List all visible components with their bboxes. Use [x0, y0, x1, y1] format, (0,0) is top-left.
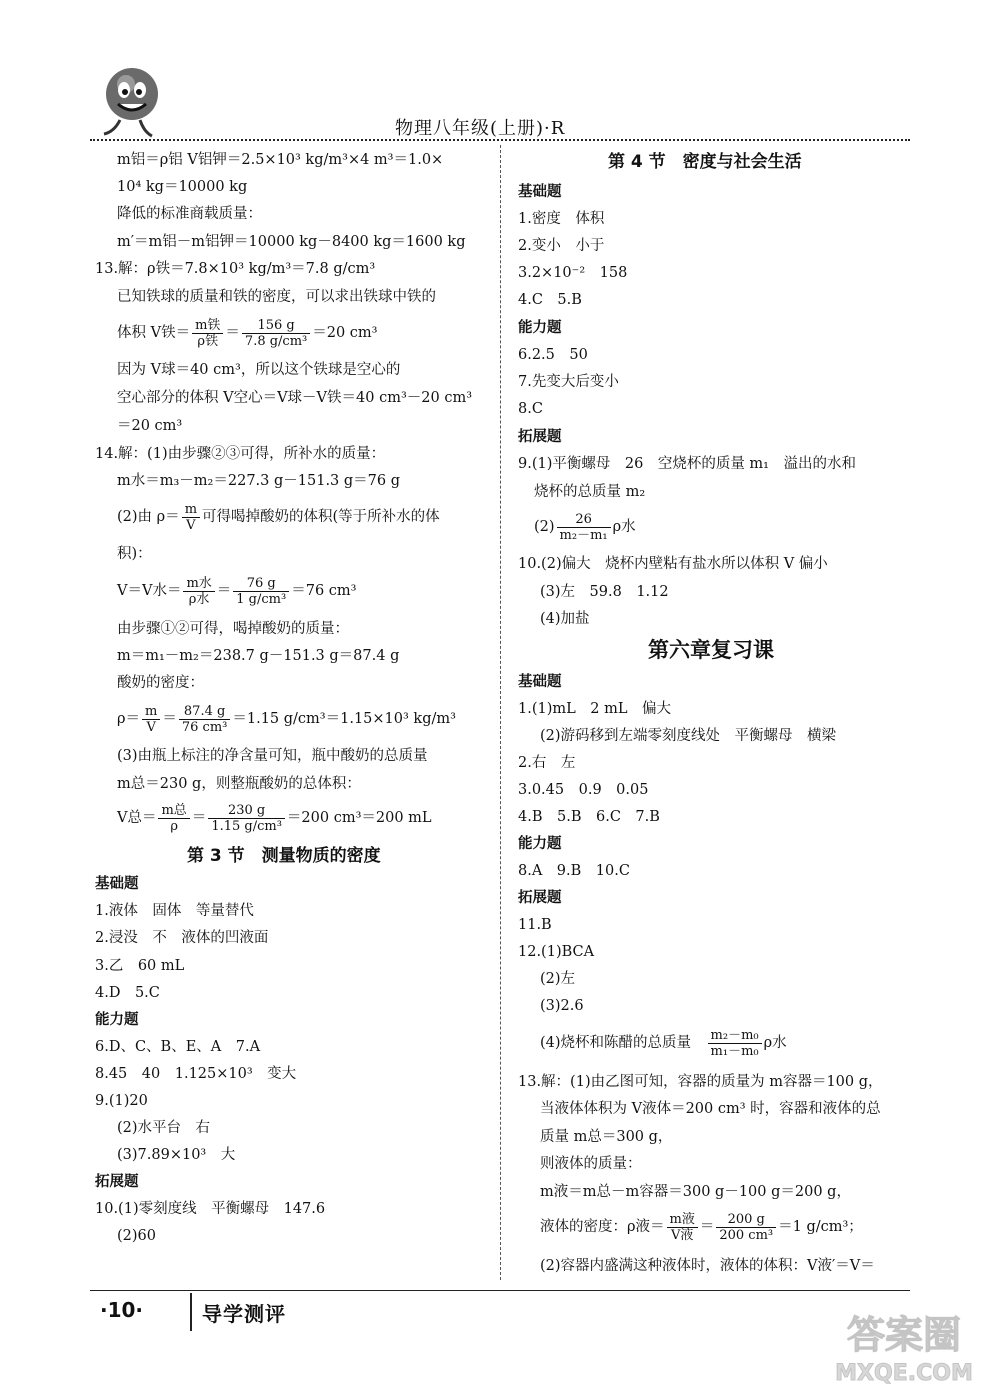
fraction: $\frac{26}{\text{m₂－m₁}}$ — [557, 512, 611, 543]
category-label: 拓展题 — [518, 429, 562, 445]
text-line: 已知铁球的质量和铁的密度，可以求出铁球中铁的 — [117, 289, 436, 305]
formula-line: ρ＝ $\frac{m}{V}$ ＝ $\frac{87.4 g}{\text{76 cm³}}$ ＝1.15 g/cm³＝1.15×10³ kg/m³ — [117, 703, 456, 735]
category-label: 能力题 — [95, 1012, 139, 1028]
category-label: 基础题 — [95, 876, 139, 892]
answer-line: (4)加盐 — [540, 611, 590, 627]
category-label: 基础题 — [518, 674, 562, 690]
answer-line: (2)左 — [540, 971, 576, 987]
fraction: $\frac{200 g}{\text{200 cm³}}$ — [716, 1212, 776, 1243]
answer-line: 1.密度 体积 — [518, 211, 605, 227]
answer-line: 2.右 左 — [518, 755, 576, 771]
fraction: $\frac{\text{m液}}{\text{V液}}$ — [667, 1212, 698, 1243]
answer-line: m液＝m总－m容器＝300 g－100 g＝200 g， — [540, 1184, 851, 1200]
category-label: 能力题 — [518, 836, 562, 852]
fraction: $\frac{\text{m铁}}{\text{ρ铁}}$ — [192, 318, 223, 349]
answer-line: (3)2.6 — [540, 998, 584, 1014]
question-14: 14.解：(1)由步骤②③可得，所补水的质量： — [95, 446, 386, 462]
svg-text:MXQE.COM: MXQE.COM — [835, 1361, 973, 1386]
section-title: 第 4 节 密度与社会生活 — [608, 152, 802, 172]
text-line: ＝20 cm³ — [117, 418, 183, 434]
text-line: 因为 V球＝40 cm³，所以这个铁球是空心的 — [117, 362, 401, 378]
fraction: $\frac{87.4 g}{\text{76 cm³}}$ — [179, 704, 231, 735]
formula-text: ＝20 cm³ — [312, 325, 378, 341]
answer-line: 质量 m总＝300 g， — [540, 1129, 673, 1145]
formula-line: 液体的密度：ρ液＝ $\frac{\text{m液}}{\text{V液}}$ ＝ $\frac{200 g}{\text{200 cm³}}$ ＝1 g/cm³； — [540, 1211, 863, 1243]
svg-text:答案圈: 答案圈 — [846, 1313, 962, 1357]
formula-line: (2) $\frac{26}{\text{m₂－m₁}}$ ρ水 — [534, 511, 636, 543]
answer-line: 10.(2)偏大 烧杯内壁粘有盐水所以体积 V 偏小 — [518, 556, 828, 572]
text-line: 积)： — [117, 546, 152, 562]
formula-line: V总＝ $\frac{\text{m总}}{\rho}$ ＝ $\frac{230 g}{\text{1.15 g/cm³}}$ ＝200 cm³＝200 mL — [117, 802, 432, 834]
text-line: 空心部分的体积 V空心＝V球－V铁＝40 cm³－20 cm³ — [117, 390, 473, 406]
answer-line: 8.A 9.B 10.C — [518, 863, 630, 879]
page-number: ·10· — [100, 1298, 144, 1322]
answer-line: (3)7.89×10³ 大 — [117, 1147, 236, 1163]
category-label: 拓展题 — [518, 890, 562, 906]
fraction: $\frac{\text{m总}}{\rho}$ — [158, 803, 189, 834]
answer-line: 8.C — [518, 401, 543, 417]
answer-line: 6.D、C、B、E、A 7.A — [95, 1039, 261, 1055]
answer-line: 13.解：(1)由乙图可知，容器的质量为 m容器＝100 g， — [518, 1074, 883, 1090]
answer-line: 2.变小 小于 — [518, 238, 605, 254]
answer-line: (2)游码移到左端零刻度线处 平衡螺母 横梁 — [540, 728, 837, 744]
header-title: 物理八年级(上册)·R — [395, 118, 566, 139]
answer-line: 9.(1)平衡螺母 26 空烧杯的质量 m₁ 溢出的水和 — [518, 456, 856, 472]
category-label: 拓展题 — [95, 1174, 139, 1190]
answer-line: 7.先变大后变小 — [518, 374, 619, 390]
answer-line: (3)左 59.8 1.12 — [540, 584, 669, 600]
answer-line: 12.(1)BCA — [518, 944, 595, 960]
answer-line: 4.C 5.B — [518, 292, 582, 308]
answer-line: 4.D 5.C — [95, 985, 160, 1001]
answer-line: 1.液体 固体 等量替代 — [95, 903, 254, 919]
smiling-ball-mascot-icon — [90, 60, 170, 140]
question-13: 13.解：ρ铁＝7.8×10³ kg/m³＝7.8 g/cm³ — [95, 261, 376, 277]
category-label: 基础题 — [518, 184, 562, 200]
text-line: 由步骤①②可得，喝掉酸奶的质量： — [117, 621, 349, 637]
text-line: 酸奶的密度： — [117, 675, 204, 691]
formula-line: V＝V水＝ $\frac{\text{m水}}{\text{ρ水}}$ ＝ $\frac{76 g}{\text{1 g/cm³}}$ ＝76 cm³ — [117, 575, 357, 607]
text-line: m总＝230 g，则整瓶酸奶的总体积： — [117, 776, 361, 792]
fraction: $\frac{\text{m₂－m₀}}{\text{m₁－m₀}}$ — [708, 1028, 762, 1059]
answer-line: 10.(1)零刻度线 平衡螺母 147.6 — [95, 1201, 326, 1217]
answer-line: (2)水平台 右 — [117, 1120, 211, 1136]
fraction: $\frac{\text{m水}}{\text{ρ水}}$ — [183, 576, 214, 607]
fraction: $\frac{m}{V}$ — [182, 502, 200, 533]
formula-line: (2)由 ρ＝ $\frac{m}{V}$ 可得喝掉酸奶的体积(等于所补水的体 — [117, 501, 440, 533]
text-line: m＝m₁－m₂＝238.7 g－151.3 g＝87.4 g — [117, 648, 400, 664]
section-title: 第 3 节 测量物质的密度 — [187, 846, 381, 866]
text-line: m铝＝ρ铝 V铝钾＝2.5×10³ kg/m³×4 m³＝1.0× — [117, 152, 444, 168]
footer-rule — [90, 1290, 910, 1291]
answer-line: (2)60 — [117, 1228, 156, 1244]
column-divider — [500, 145, 501, 1280]
header-dotted-rule — [90, 139, 910, 141]
answer-line: 烧杯的总质量 m₂ — [534, 484, 646, 500]
text-line: m水＝m₃－m₂＝227.3 g－151.3 g＝76 g — [117, 473, 401, 489]
answer-line: 2.浸没 不 液体的凹液面 — [95, 930, 269, 946]
page-footer — [90, 1290, 910, 1350]
answer-line: 6.2.5 50 — [518, 347, 588, 363]
text-line: m′＝m铝－m铝钾＝10000 kg－8400 kg＝1600 kg — [117, 234, 466, 250]
chapter-title: 第六章复习课 — [648, 638, 774, 662]
answer-line: 4.B 5.B 6.C 7.B — [518, 809, 660, 825]
answer-line: 1.(1)mL 2 mL 偏大 — [518, 701, 671, 717]
answer-line: 3.2×10⁻² 158 — [518, 265, 628, 281]
watermark-logo-icon — [818, 1306, 990, 1386]
footer-brand: 导学测评 — [202, 1302, 286, 1326]
fraction: $\frac{156 g}{\text{7.8 g/cm³}}$ — [242, 318, 310, 349]
formula-line: (4)烧杯和陈醋的总质量 $\frac{\text{m₂－m₀}}{\text{m₁－m₀}}$ ρ水 — [540, 1027, 787, 1059]
answer-line: 9.(1)20 — [95, 1093, 148, 1109]
text-line: 降低的标准商载质量： — [117, 206, 262, 222]
footer-divider — [190, 1293, 192, 1331]
category-label: 能力题 — [518, 320, 562, 336]
formula-line: 体积 V铁＝ $\frac{\text{m铁}}{\text{ρ铁}}$ ＝ $\frac{156 g}{\text{7.8 g/cm³}}$ ＝20 cm³ — [117, 317, 378, 349]
answer-line: 则液体的质量： — [540, 1156, 642, 1172]
fraction: $\frac{230 g}{\text{1.15 g/cm³}}$ — [208, 803, 285, 834]
answer-line: 3.乙 60 mL — [95, 958, 185, 974]
text-line: 10⁴ kg＝10000 kg — [117, 179, 248, 195]
answer-line: 3.0.45 0.9 0.05 — [518, 782, 649, 798]
answer-line: 当液体体积为 V液体＝200 cm³ 时，容器和液体的总 — [540, 1101, 881, 1117]
answer-line: 11.B — [518, 917, 552, 933]
answer-line: (2)容器内盛满这种液体时，液体的体积：V液′＝V＝ — [540, 1258, 875, 1274]
formula-text: 体积 V铁＝ — [117, 325, 191, 341]
fraction: $\frac{76 g}{\text{1 g/cm³}}$ — [233, 576, 289, 607]
fraction: $\frac{m}{V}$ — [142, 704, 160, 735]
answer-line: 8.45 40 1.125×10³ 变大 — [95, 1066, 297, 1082]
text-line: (3)由瓶上标注的净含量可知，瓶中酸奶的总质量 — [117, 748, 428, 764]
